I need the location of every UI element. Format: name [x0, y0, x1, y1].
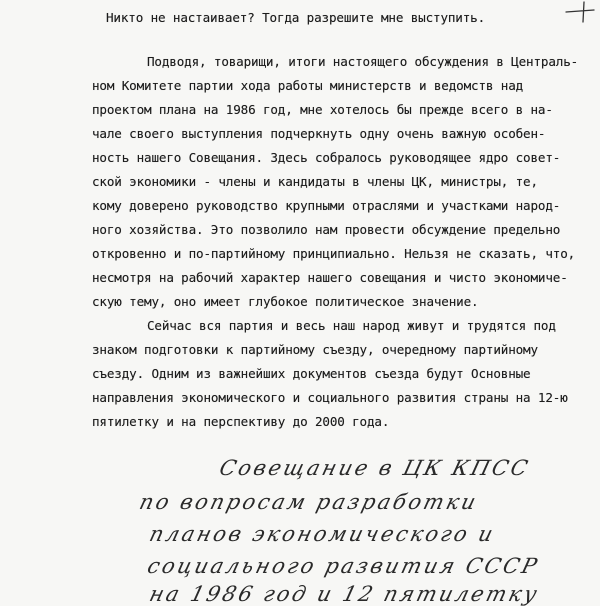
paragraph-line: пятилетку и на перспективу до 2000 года.: [92, 414, 390, 429]
paragraph-line: чале своего выступления подчеркнуть одну очень важную особен-: [92, 126, 546, 141]
handwritten-line: на 1986 год и 12 пятилетку: [147, 582, 542, 606]
paragraph-line: несмотря на рабочий характер нашего совещания и чисто экономиче-: [92, 270, 568, 285]
paragraph-line: съезду. Одним из важнейших документов съезда будут Основные: [92, 366, 531, 381]
paragraph-line: знаком подготовки к партийному съезду, очередному партийному: [92, 342, 538, 357]
handwritten-line: Совещание в ЦК КПСС: [217, 456, 533, 480]
opening-line: Никто не настаивает? Тогда разрешите мне выступить.: [106, 10, 486, 25]
paragraph-line: кому доверено руководство крупными отраслями и участками народ-: [92, 198, 561, 213]
paragraph-line: направления экономического и социального развития страны на 12-ю: [92, 390, 568, 405]
handwritten-line: планов экономического и: [147, 522, 498, 546]
paragraph-line: ном Комитете партии хода работы министерств и ведомств над: [92, 78, 524, 93]
paragraph-line: ность нашего Совещания. Здесь собралось руководящее ядро совет-: [92, 150, 561, 165]
paragraph-line: ного хозяйства. Это позволило нам провести обсуждение предельно: [92, 222, 561, 237]
paragraph-line: ской экономики - члены и кандидаты в члены ЦК, министры, те,: [92, 174, 538, 189]
paragraph-line: проектом плана на 1986 год, мне хотелось бы прежде всего в на-: [92, 102, 553, 117]
paragraph-line: скую тему, оно имеет глубокое политическое значение.: [92, 294, 479, 309]
paragraph-line: откровенно и по-партийному принципиально. Нельзя не сказать, что,: [92, 246, 576, 261]
paragraph-line: Сейчас вся партия и весь наш народ живут и трудятся под: [147, 318, 556, 333]
handwritten-line: социального развития СССР: [145, 554, 542, 578]
paragraph-line: Подводя, товарищи, итоги настоящего обсуждения в Централь-: [147, 54, 579, 69]
handwritten-line: по вопросам разработки: [137, 490, 481, 514]
corner-check-mark: [560, 0, 600, 24]
